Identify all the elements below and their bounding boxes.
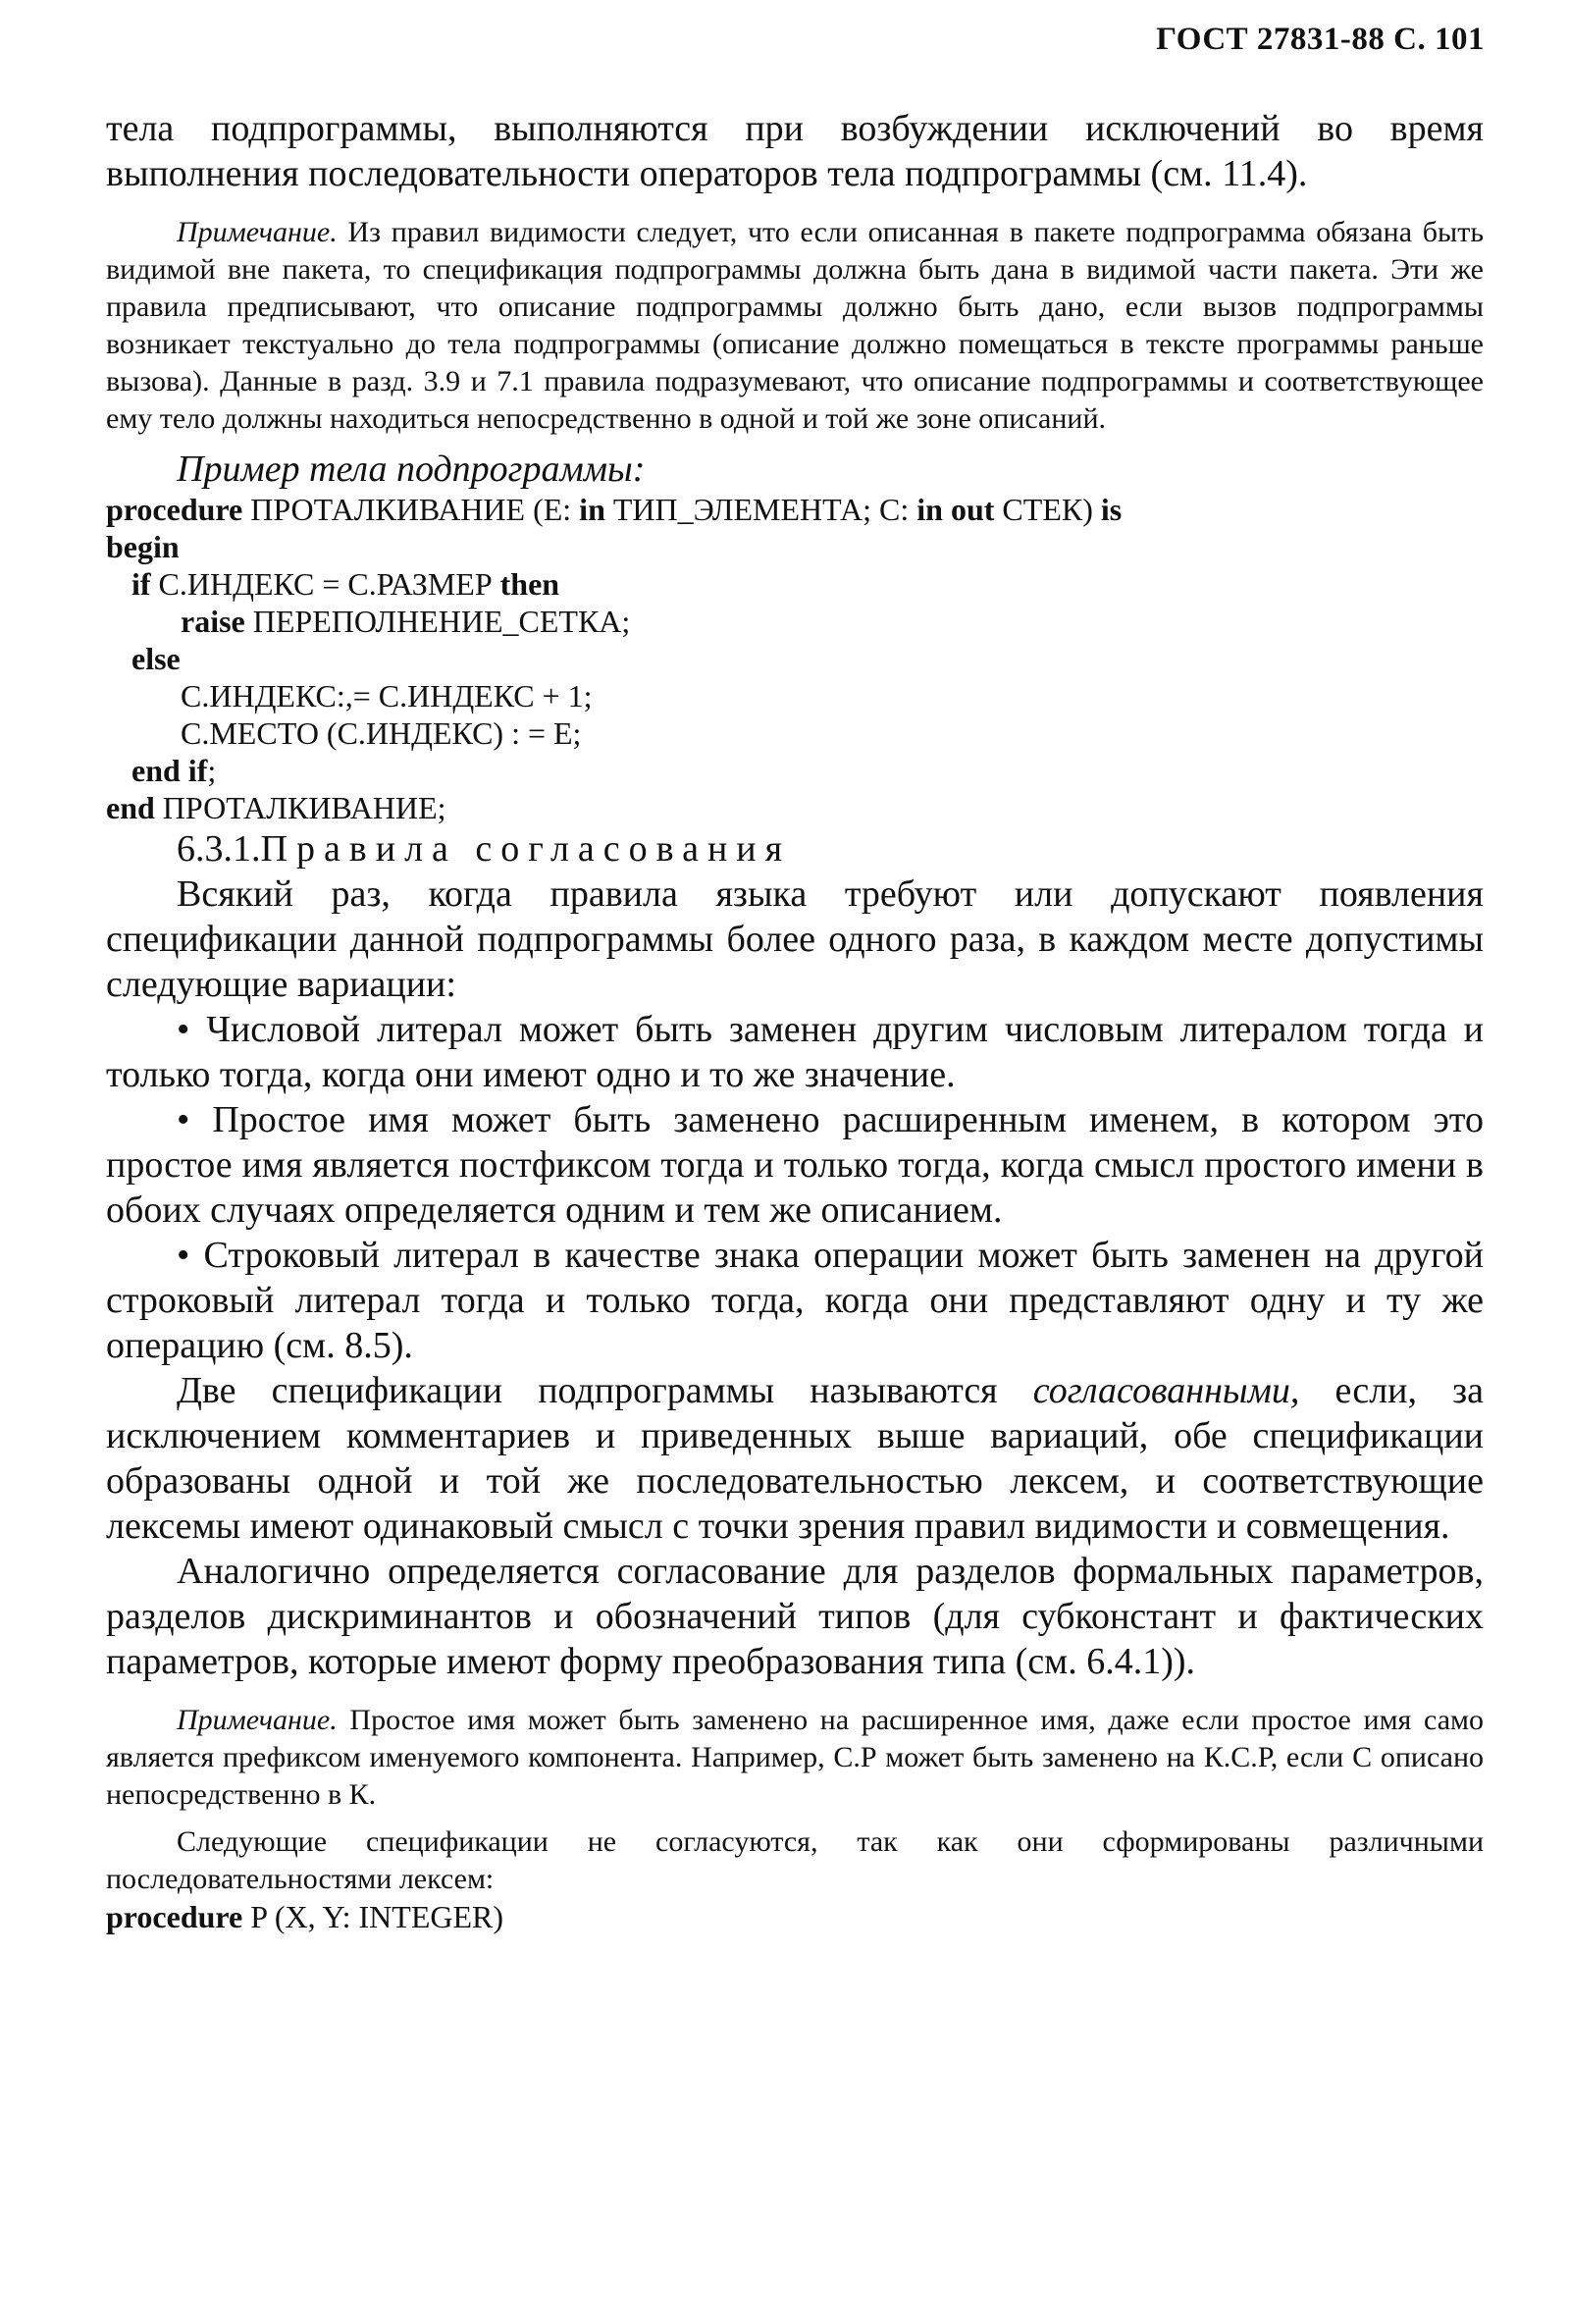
- bullet-string-literal: • Строковый литерал в качестве знака операции может быть заменен на другой строковый литерал тогда и только тогда, когда они представляют одну и ту же операцию (см. 8.5).: [106, 1235, 1484, 1366]
- code-line: if С.ИНДЕКС = С.РАЗМЕР then: [131, 566, 560, 602]
- code-line: else: [131, 641, 181, 676]
- bullet-numeric-literal: • Числовой литерал может быть заменен другим числовым литералом тогда и только тогда, когда они имеют одно и то же значение.: [106, 1009, 1484, 1095]
- code-line: С.ИНДЕКС:,= С.ИНДЕКС + 1;: [181, 678, 593, 713]
- section-heading: [106, 826, 1484, 872]
- note-label: Примечание.: [177, 216, 338, 248]
- code-tail: [106, 1898, 1484, 1935]
- code-line: procedure P (X, Y: INTEGER): [106, 1899, 504, 1934]
- section-title: Правила согласования: [260, 828, 792, 870]
- code-line: procedure ПРОТАЛКИВАНИЕ (E: in ТИП_ЭЛЕМЕНТА; C: in out СТЕК) is: [106, 492, 1123, 527]
- code-line: raise ПЕРЕПОЛНЕНИЕ_СЕТКА;: [181, 604, 631, 639]
- analog-paragraph: Аналогично определяется согласование для разделов формальных параметров, разделов дискриминантов и обозначений типов (для субконстант и фактических параметров, которые имеют форму преобразования типа (см. 6.4.1)).: [106, 1551, 1484, 1682]
- bullet-simple-name: • Простое имя может быть заменено расширенным именем, в котором это простое имя является постфиксом тогда и только тогда, когда смысл простого имени в обоих случаях определяется одним и тем же описанием.: [106, 1099, 1484, 1231]
- defined-term: согласованными,: [1032, 1370, 1300, 1411]
- definition-paragraph: Две спецификации подпрограммы называются согласованными, если, за исключением комментариев и приведенных выше вариаций, обе спецификации образованы одной и той же последовательностью лексем, и соответствующие лексемы имеют одинаковый смысл с точки зрения правил видимости и совмещения.: [106, 1370, 1484, 1547]
- running-header: ГОСТ 27831-88 С. 101: [1156, 22, 1485, 57]
- note-label: Примечание.: [177, 1704, 338, 1736]
- page-content: [106, 106, 1484, 1935]
- note-text: Простое имя может быть заменено на расширенное имя, даже если простое имя само является префиксом именуемого компонента. Например, С.Р может быть заменено на К.С.Р, если С описано непосредственно в К.: [106, 1704, 1484, 1811]
- code-example: [106, 491, 1484, 826]
- section-number: 6.3.1.: [177, 828, 261, 870]
- example-title: Пример тела подпрограммы:: [177, 449, 646, 490]
- code-line: С.МЕСТО (С.ИНДЕКС) : = Е;: [181, 715, 582, 751]
- code-line: end if;: [131, 753, 217, 788]
- variations-intro: Всякий раз, когда правила языка требуют или допускают появления спецификации данной подпрограммы более одного раза, в каждом месте допустимы следующие вариации:: [106, 873, 1484, 1005]
- note-extended-name: [106, 1702, 1484, 1814]
- note-visibility: [106, 214, 1484, 438]
- note-nonconforming: Следующие спецификации не согласуются, так как они сформированы различными последовательностями лексем:: [106, 1825, 1484, 1895]
- code-line: begin: [106, 529, 180, 564]
- note-text: Из правил видимости следует, что если описанная в пакете подпрограмма обязана быть видимой вне пакета, то спецификация подпрограммы должна быть дана в видимой части пакета. Эти же правила предписывают, что описание подпрограммы должно быть дано, если вызов подпрограммы возникает текстуально до тела подпрограммы (описание должно помещаться в тексте программы раньше вызова). Данные в разд. 3.9 и 7.1 правила подразумевают, что описание подпрограммы и соответствующее ему тело должны находиться непосредственно в одной и той же зоне описаний.: [106, 216, 1484, 435]
- code-line: end ПРОТАЛКИВАНИЕ;: [106, 790, 446, 825]
- intro-paragraph: тела подпрограммы, выполняются при возбуждении исключений во время выполнения последовательности операторов тела подпрограммы (см. 11.4).: [106, 108, 1484, 194]
